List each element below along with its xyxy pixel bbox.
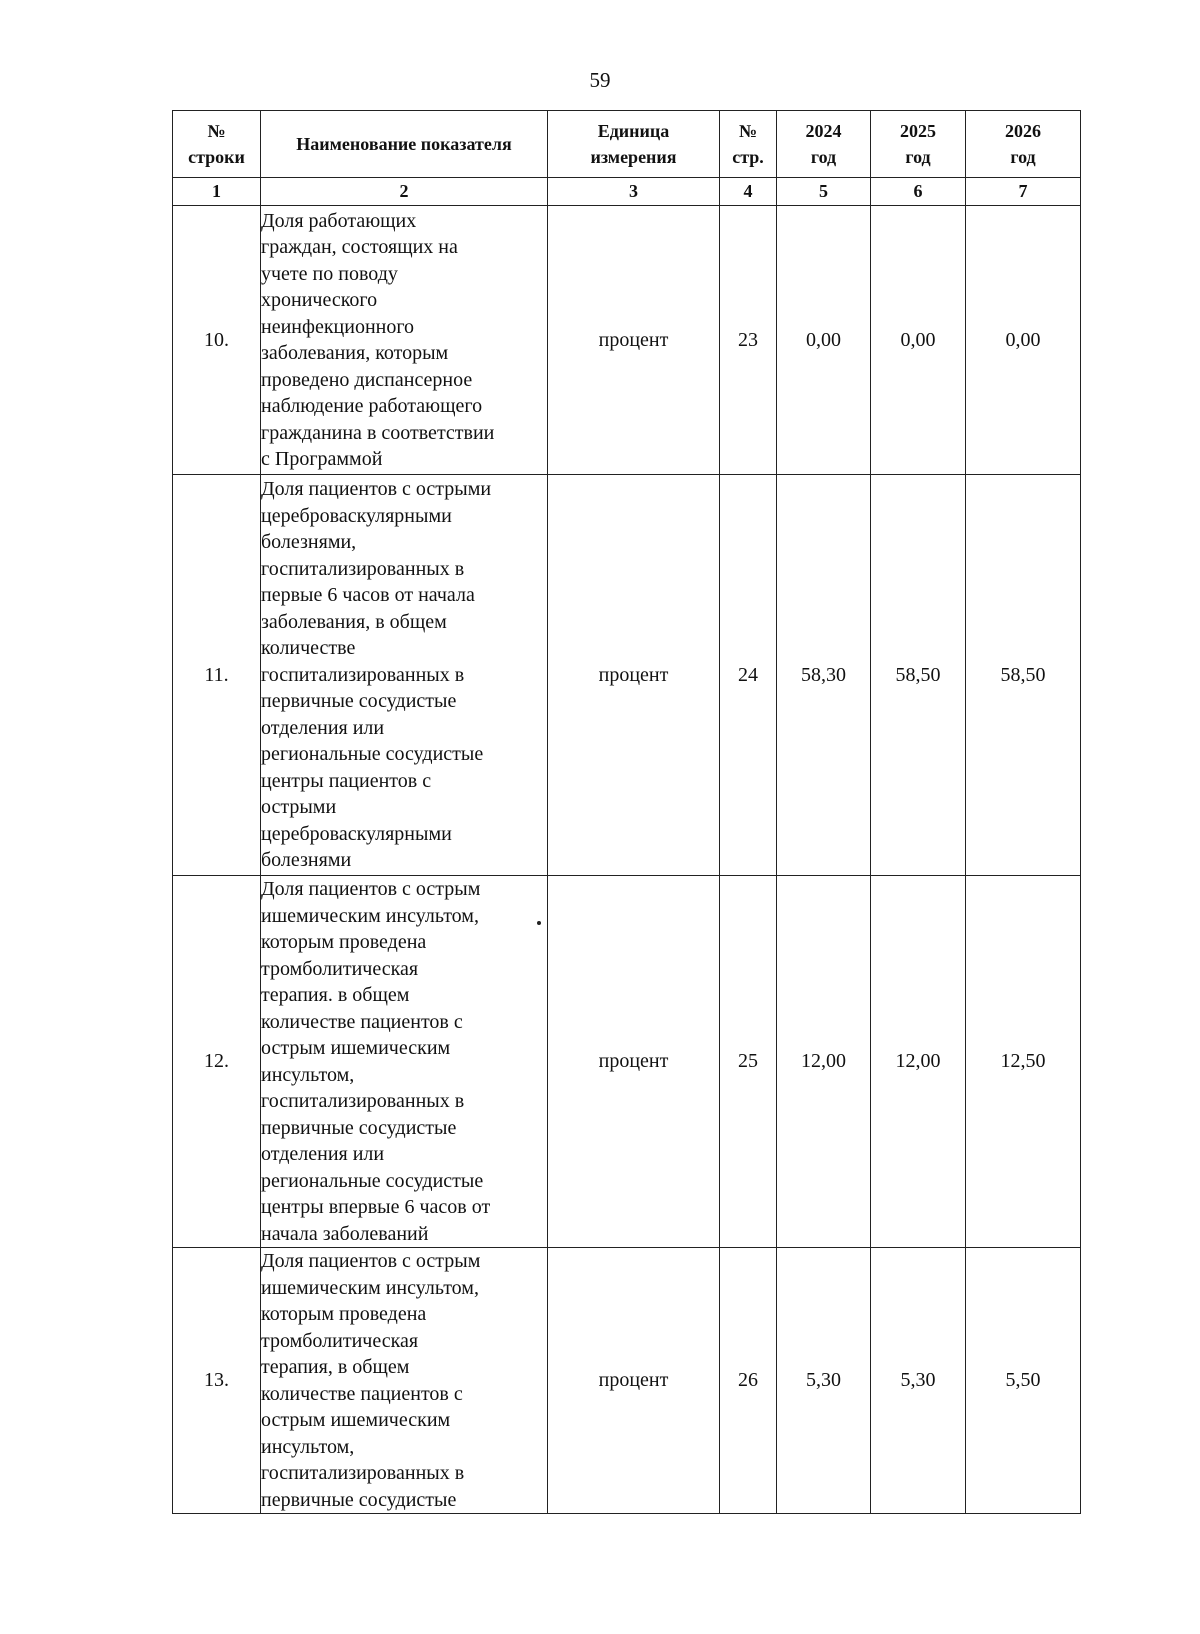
value-2025: 5,30 <box>871 1248 966 1514</box>
value-2024: 0,00 <box>777 206 871 475</box>
column-number: 5 <box>777 178 871 206</box>
page-ref: 24 <box>720 475 777 876</box>
value-2025: 0,00 <box>871 206 966 475</box>
column-number: 2 <box>261 178 548 206</box>
scan-speck <box>537 921 541 925</box>
table-row <box>173 206 1081 475</box>
value-2025: 12,00 <box>871 876 966 1248</box>
header-row <box>173 111 1081 178</box>
header-year-2026: 2026 год <box>966 111 1081 178</box>
table-row <box>173 1248 1081 1514</box>
row-number: 11. <box>173 475 261 876</box>
indicator-name: Доля работающих граждан, состоящих на учете по поводу хронического неинфекционного заболевания, которым проведено диспансерное наблюдение работающего гражданина в соответствии с Программой <box>261 206 548 475</box>
row-number: 10. <box>173 206 261 475</box>
header-year-2025: 2025 год <box>871 111 966 178</box>
table-row <box>173 475 1081 876</box>
value-2026: 12,50 <box>966 876 1081 1248</box>
indicator-name: Доля пациентов с острым ишемическим инсультом, которым проведена тромболитическая терапия, в общем количестве пациентов с острым ишемическим инсультом, госпитализированных в первичные сосудистые <box>261 1248 548 1514</box>
column-number: 1 <box>173 178 261 206</box>
value-2024: 12,00 <box>777 876 871 1248</box>
indicator-name: Доля пациентов с острым ишемическим инсультом, которым проведена тромболитическая терапия. в общем количестве пациентов с острым ишемическим инсультом, госпитализированных в первичные сосудистые отделения или региональные сосудистые центры впервые 6 часов от начала заболеваний <box>261 876 548 1248</box>
page-number: 59 <box>589 68 611 92</box>
value-2026: 0,00 <box>966 206 1081 475</box>
page-ref: 26 <box>720 1248 777 1514</box>
unit: процент <box>548 475 720 876</box>
unit: процент <box>548 1248 720 1514</box>
header-indicator-name: Наименование показателя <box>261 111 548 178</box>
unit: процент <box>548 206 720 475</box>
column-number: 6 <box>871 178 966 206</box>
header-row-number: № строки <box>173 111 261 178</box>
row-number: 12. <box>173 876 261 1248</box>
header-page: № стр. <box>720 111 777 178</box>
column-number-row <box>173 178 1081 206</box>
page-ref: 23 <box>720 206 777 475</box>
column-number: 4 <box>720 178 777 206</box>
value-2026: 5,50 <box>966 1248 1081 1514</box>
page-ref: 25 <box>720 876 777 1248</box>
indicators-table <box>172 110 1081 1514</box>
header-unit: Единица измерения <box>548 111 720 178</box>
value-2024: 5,30 <box>777 1248 871 1514</box>
value-2025: 58,50 <box>871 475 966 876</box>
unit: процент <box>548 876 720 1248</box>
value-2024: 58,30 <box>777 475 871 876</box>
row-number: 13. <box>173 1248 261 1514</box>
indicator-name: Доля пациентов с острыми цереброваскулярными болезнями, госпитализированных в первые 6 часов от начала заболевания, в общем количестве госпитализированных в первичные сосудистые отделения или региональные сосудистые центры пациентов с острыми цереброваскулярными болезнями <box>261 475 548 876</box>
table-row <box>173 876 1081 1248</box>
value-2026: 58,50 <box>966 475 1081 876</box>
column-number: 3 <box>548 178 720 206</box>
column-number: 7 <box>966 178 1081 206</box>
header-year-2024: 2024 год <box>777 111 871 178</box>
